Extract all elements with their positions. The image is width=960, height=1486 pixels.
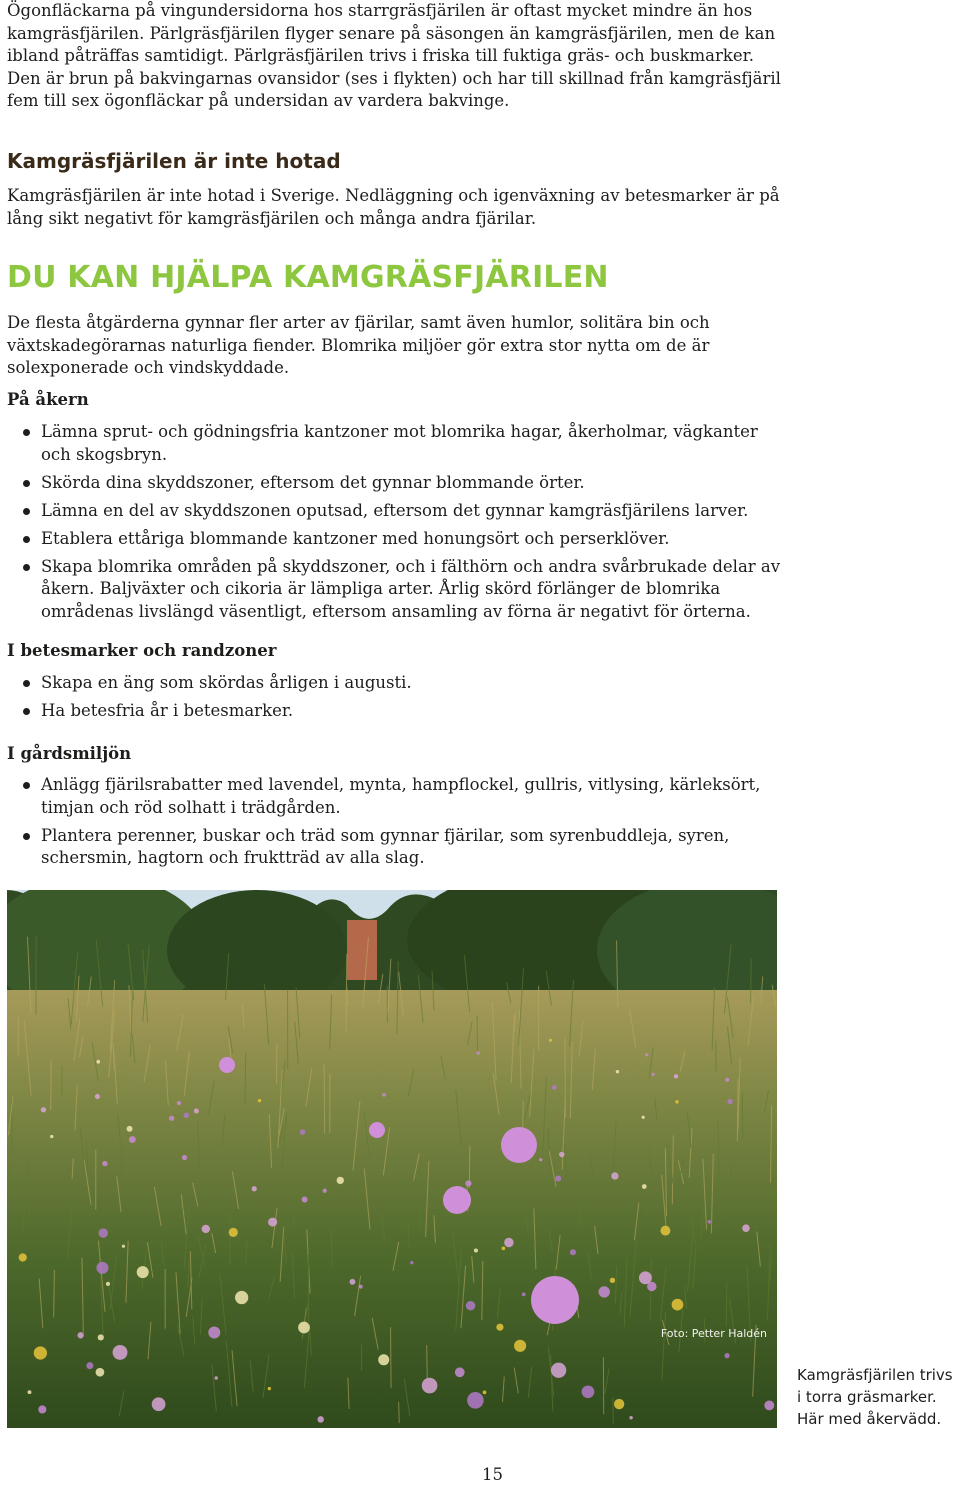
bullet-icon <box>23 833 30 840</box>
list-item-text: Lämna en del av skyddszonen oputsad, eftersom det gynnar kamgräsfjärilens larver. <box>41 500 749 520</box>
list-item <box>7 556 782 624</box>
bullet-icon <box>23 564 30 571</box>
bullet-icon <box>23 429 30 436</box>
help-heading: DU KAN HJÄLPA KAMGRÄSFJÄRILEN <box>7 260 609 295</box>
list-item-text: Lämna sprut- och gödningsfria kantzoner mot blomrika hagar, åkerholmar, vägkanter och skogsbryn. <box>41 422 758 464</box>
list-item <box>7 500 782 523</box>
bullet-icon <box>23 782 30 789</box>
list-item-text: Skapa blomrika områden på skyddszoner, och i fälthörn och andra svårbrukade delar av åkern. Baljväxter och cikoria är lämpliga arter. Årlig skörd förlänger de blomrika områdenas livslängd väsentligt, eftersom ansamling av förna är negativt för örterna. <box>41 556 781 621</box>
bullet-list-farm <box>7 774 782 875</box>
list-item-text: Ha betesfria år i betesmarker. <box>41 701 294 720</box>
list-item-text: Skapa en äng som skördas årligen i augusti. <box>41 673 412 692</box>
meadow-photo <box>7 890 777 1428</box>
section-title-field: På åkern <box>7 390 89 409</box>
help-paragraph: De flesta åtgärderna gynnar fler arter av fjärilar, samt även humlor, solitära bin och växtskadegörarnas naturliga fiender. Blomrika miljöer gör extra stor nytta om de är solexponerade och vindskyddade. <box>7 313 710 377</box>
list-item <box>7 528 782 551</box>
list-item <box>7 472 782 495</box>
list-item <box>7 774 782 819</box>
bullet-list-pasture <box>7 672 782 728</box>
list-item-text: Skörda dina skyddszoner, eftersom det gynnar blommande örter. <box>41 472 585 492</box>
section-title-farm: I gårdsmiljön <box>7 744 132 763</box>
list-item <box>7 672 782 695</box>
section-title-pasture: I betesmarker och randzoner <box>7 641 277 660</box>
list-item-text: Anlägg fjärilsrabatter med lavendel, mynta, hampflockel, gullris, vitlysing, kärleksört, timjan och röd solhatt i trädgården. <box>41 775 761 817</box>
list-item <box>7 421 782 466</box>
list-item-text: Plantera perenner, buskar och träd som gynnar fjärilar, som syrenbuddleja, syren, schersmin, hagtorn och fruktträd av alla slag. <box>41 825 730 867</box>
list-item <box>7 825 782 870</box>
intro-paragraph: Ögonfläckarna på vingundersidorna hos starrgräsfjärilen är oftast mycket mindre än hos kamgräsfjärilen. Pärlgräsfjärilen flyger senare på säsongen än kamgräsfjärilen, men de kan ibland påträffas samtidigt. Pärlgräsfjärilen trivs i friska till fuktiga gräs- och buskmarker. Den är brun på bakvingarnas ovansidor (ses i flykten) och har till skillnad från kamgräsfjäril fem till sex ögonfläckar på undersidan av vardera bakvinge. <box>7 1 781 110</box>
photo-caption: Kamgräsfjärilen trivs i torra gräsmarker. Här med åkervädd. <box>797 1366 953 1428</box>
list-item-text: Etablera ettåriga blommande kantzoner med honungsört och perserklöver. <box>41 528 670 548</box>
status-paragraph: Kamgräsfjärilen är inte hotad i Sverige. Nedläggning och igenväxning av betesmarker är på lång sikt negativt för kamgräsfjärilen och många andra fjärilar. <box>7 186 780 228</box>
bullet-list-field <box>7 421 782 629</box>
page-number: 15 <box>482 1465 503 1484</box>
photo-credit: Foto: Petter Haldén <box>660 1327 767 1340</box>
bullet-icon <box>23 536 30 543</box>
bullet-icon <box>23 680 30 687</box>
bullet-icon <box>23 480 30 487</box>
meadow-illustration <box>7 890 777 1428</box>
bullet-icon <box>23 708 30 715</box>
status-heading: Kamgräsfjärilen är inte hotad <box>7 149 341 173</box>
bullet-icon <box>23 508 30 515</box>
list-item <box>7 700 782 723</box>
